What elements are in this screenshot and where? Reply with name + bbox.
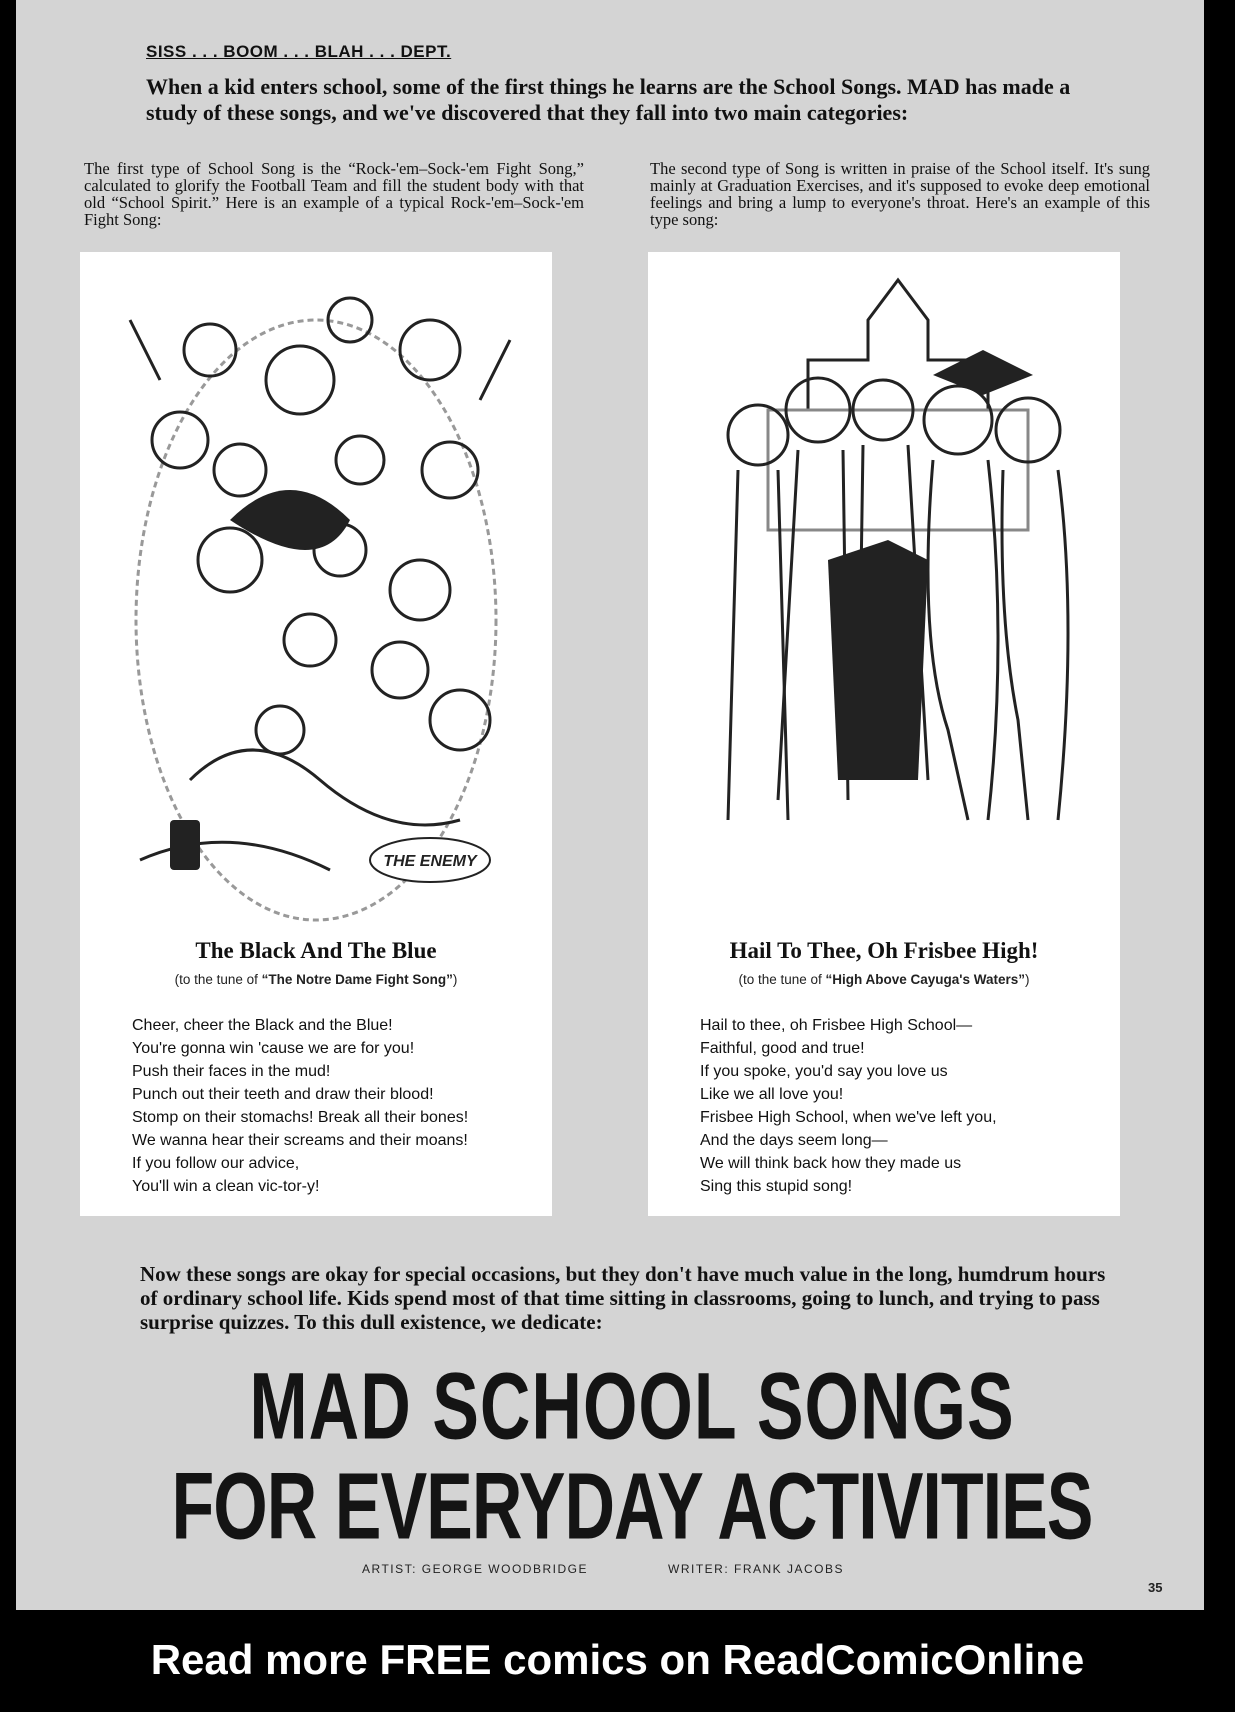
promo-banner[interactable]: Read more FREE comics on ReadComicOnline: [150, 1636, 1085, 1683]
intro-paragraph: When a kid enters school, some of the first things he learns are the School Songs. MAD has made a study of these songs, and we've discovered that they fall into two main categories:: [146, 74, 1071, 125]
fight-song-panel: [80, 252, 552, 1216]
lyric-line: You're gonna win 'cause we are for you!: [132, 1040, 415, 1057]
the-enemy-label: THE ENEMY: [383, 853, 477, 870]
artist-credit: ARTIST: GEORGE WOODBRIDGE: [362, 1562, 588, 1576]
lyric-line: Stomp on their stomachs! Break all their bones!: [132, 1109, 469, 1126]
fight-song-lyrics: [132, 1014, 468, 1198]
alma-mater-panel: [648, 252, 1120, 1216]
lyric-line: Frisbee High School, when we've left you,: [700, 1109, 997, 1126]
graduates-singing-illustration: [668, 260, 1100, 930]
fight-crowd-illustration: [100, 260, 532, 930]
lyric-line: Like we all love you!: [700, 1086, 844, 1103]
right-column-intro: The second type of Song is written in praise of the School itself. It's sung mainly at Graduation Exercises, and it's supposed to evoke deep emotional feelings and bring a lump to everyone's throat. Here's an example of this type song:: [650, 159, 1150, 229]
lyric-line: Cheer, cheer the Black and the Blue!: [132, 1017, 393, 1034]
lyric-line: Punch out their teeth and draw their blood!: [132, 1086, 434, 1103]
headline-line-1: MAD SCHOOL SONGS: [249, 1353, 1015, 1459]
lyric-line: And the days seem long—: [700, 1132, 888, 1149]
lyric-line: If you spoke, you'd say you love us: [700, 1063, 948, 1080]
left-column-intro: The first type of School Song is the “Rock-'em–Sock-'em Fight Song,” calculated to glorify the Football Team and fill the student body with that old “School Spirit.” Here is an example of a typical Rock-'em–Sock-'em Fight Song:: [84, 159, 584, 229]
fight-song-tune: (to the tune of “The Notre Dame Fight Song”): [174, 972, 458, 987]
page-number: 35: [1148, 1580, 1163, 1595]
lyric-line: You'll win a clean vic-tor-y!: [132, 1178, 320, 1195]
outro-paragraph: Now these songs are okay for special occasions, but they don't have much value in the long, humdrum hours of ordinary school life. Kids spend most of that time sitting in classrooms, going to lunch, and trying to pass surprise quizzes. To this dull existence, we dedicate:: [140, 1262, 1106, 1334]
headline-line-2: FOR EVERYDAY ACTIVITIES: [171, 1453, 1093, 1559]
department-heading: SISS . . . BOOM . . . BLAH . . . DEPT.: [146, 42, 452, 61]
lyric-line: Sing this stupid song!: [700, 1178, 853, 1195]
lyric-line: Push their faces in the mud!: [132, 1063, 331, 1080]
fight-song-title: The Black And The Blue: [195, 938, 437, 963]
alma-mater-title: Hail To Thee, Oh Frisbee High!: [729, 938, 1039, 963]
lyric-line: Faithful, good and true!: [700, 1040, 865, 1057]
alma-mater-lyrics: [700, 1014, 997, 1198]
lyric-line: We wanna hear their screams and their moans!: [132, 1132, 468, 1149]
magazine-page: [16, 0, 1204, 1610]
lyric-line: If you follow our advice,: [132, 1155, 300, 1172]
lyric-line: Hail to thee, oh Frisbee High School—: [700, 1017, 973, 1034]
lyric-line: We will think back how they made us: [700, 1155, 962, 1172]
alma-mater-tune: (to the tune of “High Above Cayuga's Waters”): [738, 972, 1030, 987]
writer-credit: WRITER: FRANK JACOBS: [668, 1562, 845, 1576]
